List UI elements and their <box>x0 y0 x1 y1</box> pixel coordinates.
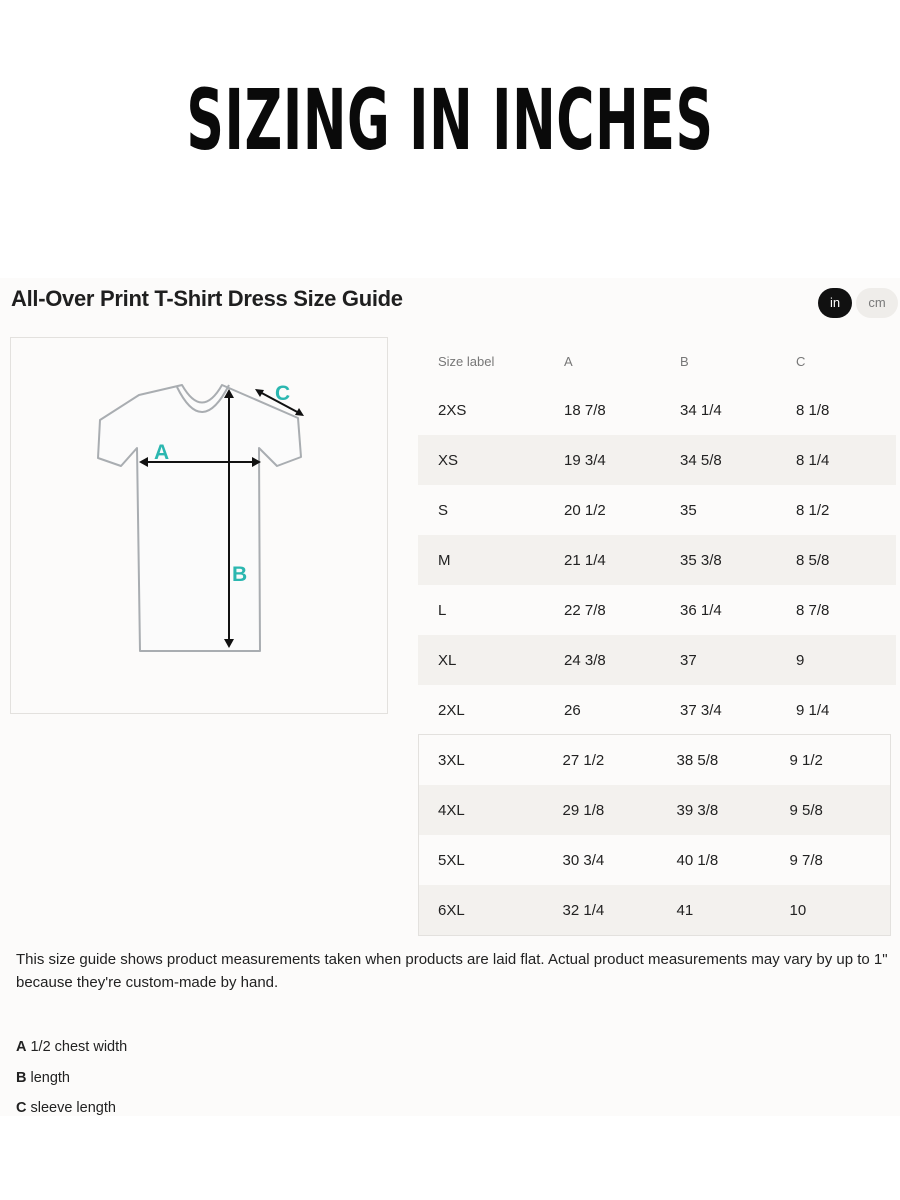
size-guide-panel <box>0 278 900 1116</box>
measurement-diagram <box>10 337 388 714</box>
c-cell: 8 5/8 <box>796 535 896 585</box>
diagram-label-c: C <box>275 382 291 405</box>
c-cell: 9 5/8 <box>790 785 891 835</box>
b-cell: 37 <box>680 635 796 685</box>
b-cell: 41 <box>677 885 790 936</box>
diagram-label-b: B <box>232 563 248 586</box>
table-row <box>419 885 891 936</box>
c-cell: 9 <box>796 635 896 685</box>
a-cell: 30 3/4 <box>563 835 677 885</box>
a-cell: 18 7/8 <box>564 385 680 435</box>
table-row <box>418 385 896 435</box>
b-cell: 34 1/4 <box>680 385 796 435</box>
legend-text: length <box>30 1069 70 1086</box>
table-row <box>419 835 891 885</box>
c-cell: 9 1/4 <box>796 685 896 735</box>
col-header-b: B <box>680 353 689 369</box>
size-cell: 2XS <box>418 385 564 435</box>
size-cell: M <box>418 535 564 585</box>
a-cell: 21 1/4 <box>564 535 680 585</box>
a-cell: 19 3/4 <box>564 435 680 485</box>
size-cell: 4XL <box>419 785 563 835</box>
measurement-note: This size guide shows product measurements taken when products are laid flat. Actual product measurements may vary by up to 1" because they're custom-made by hand. <box>16 951 888 991</box>
table-row <box>418 435 896 485</box>
a-cell: 27 1/2 <box>563 735 677 786</box>
a-cell: 26 <box>564 685 680 735</box>
legend-key: A <box>16 1039 27 1055</box>
size-cell: S <box>418 485 564 535</box>
b-cell: 37 3/4 <box>680 685 796 735</box>
size-cell: XS <box>418 435 564 485</box>
table-row <box>418 585 896 635</box>
b-cell: 34 5/8 <box>680 435 796 485</box>
c-cell: 8 1/4 <box>796 435 896 485</box>
b-cell: 40 1/8 <box>677 835 790 885</box>
a-cell: 29 1/8 <box>563 785 677 835</box>
diagram-label-a: A <box>154 441 170 464</box>
legend-key: C <box>16 1100 27 1116</box>
unit-inches-button[interactable]: in <box>818 288 852 318</box>
col-header-a: A <box>564 353 573 369</box>
legend-item-b <box>16 1063 127 1094</box>
table-row <box>419 785 891 835</box>
b-cell: 39 3/8 <box>677 785 790 835</box>
table-row <box>419 735 891 786</box>
b-cell: 36 1/4 <box>680 585 796 635</box>
table-row <box>418 635 896 685</box>
c-cell: 8 1/2 <box>796 485 896 535</box>
a-cell: 32 1/4 <box>563 885 677 936</box>
table-row <box>418 685 896 735</box>
a-cell: 22 7/8 <box>564 585 680 635</box>
legend-text: sleeve length <box>30 1100 116 1116</box>
shirt-outline <box>98 385 301 651</box>
size-cell: 3XL <box>419 735 563 786</box>
table-header-row <box>418 337 896 385</box>
c-cell: 8 7/8 <box>796 585 896 635</box>
legend-text: 1/2 chest width <box>30 1039 128 1055</box>
size-cell: L <box>418 585 564 635</box>
b-cell: 35 <box>680 485 796 535</box>
size-guide-title: All-Over Print T-Shirt Dress Size Guide <box>11 286 403 311</box>
table-row <box>418 535 896 585</box>
size-table-upper <box>418 337 896 735</box>
a-cell: 24 3/8 <box>564 635 680 685</box>
size-cell: 5XL <box>419 835 563 885</box>
b-cell: 35 3/8 <box>680 535 796 585</box>
unit-centimeters-button[interactable]: cm <box>856 288 898 318</box>
a-cell: 20 1/2 <box>564 485 680 535</box>
page-banner-title: SIZING IN INCHES <box>186 71 714 169</box>
size-cell: 2XL <box>418 685 564 735</box>
col-header-c: C <box>796 353 806 369</box>
legend-item-c <box>16 1093 127 1124</box>
c-cell: 9 7/8 <box>790 835 891 885</box>
legend-key: B <box>16 1069 27 1086</box>
c-cell: 8 1/8 <box>796 385 896 435</box>
tshirt-dress-illustration <box>11 338 387 713</box>
size-cell: XL <box>418 635 564 685</box>
b-cell: 38 5/8 <box>677 735 790 786</box>
c-cell: 10 <box>790 885 891 936</box>
c-cell: 9 1/2 <box>790 735 891 786</box>
table-row <box>418 485 896 535</box>
size-cell: 6XL <box>419 885 563 936</box>
measurement-legend <box>16 1032 127 1124</box>
col-header-size: Size label <box>438 353 495 369</box>
size-table-lower <box>418 734 891 936</box>
unit-toggle <box>818 288 898 318</box>
legend-item-a <box>16 1032 127 1063</box>
